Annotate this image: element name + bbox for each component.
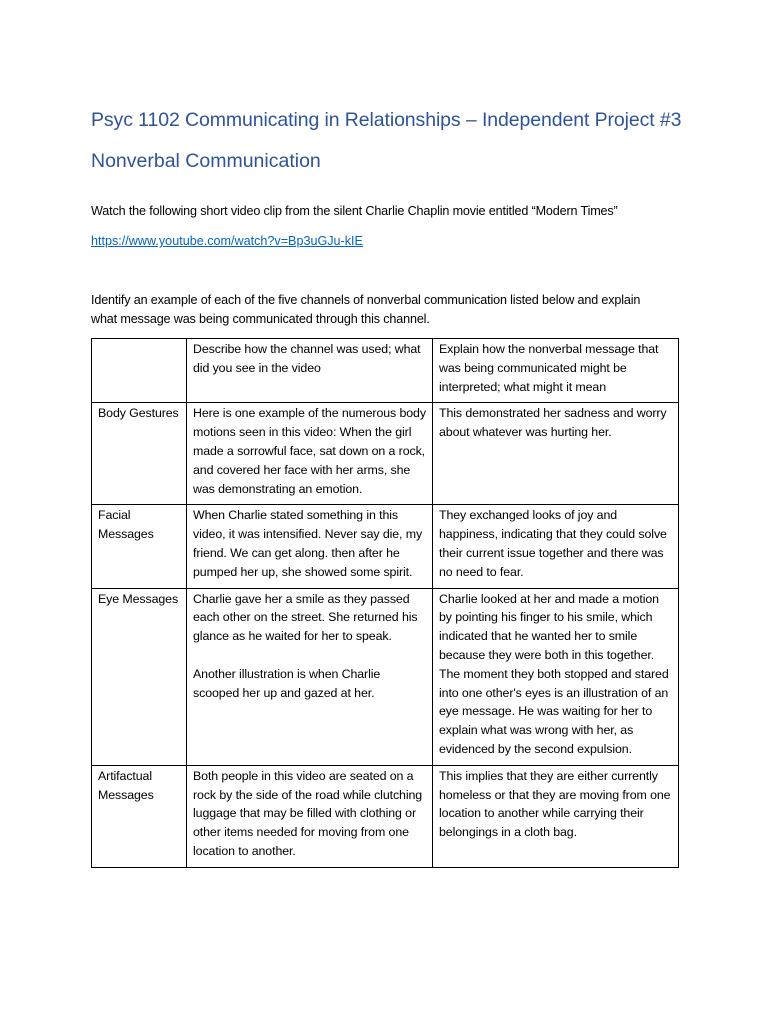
channel-cell: Facial Messages bbox=[92, 505, 187, 588]
instruction-text: Watch the following short video clip from the silent Charlie Chaplin movie entitled “Modern Times” bbox=[91, 204, 618, 218]
header-cell-interpretation: Explain how the nonverbal message that was being communicated might be interpreted; what might it mean bbox=[433, 339, 679, 403]
description-cell: Here is one example of the numerous body motions seen in this video: When the girl made a sorrowful face, sat down on a rock, and covered her face with her arms, she was demonstrating an emotion. bbox=[187, 403, 433, 505]
table-row bbox=[92, 765, 679, 867]
channels-table bbox=[91, 338, 679, 868]
description-cell: Both people in this video are seated on a rock by the side of the road while clutching luggage that may be filled with clothing or other items needed for moving from one location to another. bbox=[187, 765, 433, 867]
description-cell: When Charlie stated something in this video, it was intensified. Never say die, my friend. We can get along. then after he pumped her up, she showed some spirit. bbox=[187, 505, 433, 588]
table-row bbox=[92, 505, 679, 588]
channel-cell: Body Gestures bbox=[92, 403, 187, 505]
prompt-line-2: what message was being communicated through this channel. bbox=[91, 311, 430, 326]
page-subtitle: Nonverbal Communication bbox=[91, 150, 321, 172]
table-row bbox=[92, 588, 679, 765]
video-link[interactable]: https://www.youtube.com/watch?v=Bp3uGJu-kIE bbox=[91, 234, 363, 248]
table-row bbox=[92, 403, 679, 505]
channel-cell: Eye Messages bbox=[92, 588, 187, 765]
prompt-text bbox=[91, 291, 691, 328]
header-cell-description: Describe how the channel was used; what did you see in the video bbox=[187, 339, 433, 403]
interpretation-cell: They exchanged looks of joy and happiness, indicating that they could solve their current issue together and there was no need to fear. bbox=[433, 505, 679, 588]
table-header-row bbox=[92, 339, 679, 403]
interpretation-cell: This implies that they are either currently homeless or that they are moving from one location to another while carrying their belongings in a cloth bag. bbox=[433, 765, 679, 867]
paragraph-spacer bbox=[193, 646, 426, 665]
header-cell-channel bbox=[92, 339, 187, 403]
prompt-line-1: Identify an example of each of the five channels of nonverbal communication listed below and explain bbox=[91, 293, 641, 307]
interpretation-cell: Charlie looked at her and made a motion by pointing his finger to his smile, which indicated that he wanted her to smile because they were both in this together. The moment they both stopped and stared into one other's eyes is an illustration of an eye message. He was waiting for her to explain what was wrong with her, as evidenced by the second expulsion. bbox=[433, 588, 679, 765]
description-paragraph: Charlie gave her a smile as they passed each other on the street. She returned his glance as he waited for her to speak. bbox=[193, 591, 418, 644]
channel-cell: Artifactual Messages bbox=[92, 765, 187, 867]
page-title: Psyc 1102 Communicating in Relationships – Independent Project #3 bbox=[91, 109, 682, 131]
interpretation-cell: This demonstrated her sadness and worry about whatever was hurting her. bbox=[433, 403, 679, 505]
description-paragraph-extra: Another illustration is when Charlie scooped her up and gazed at her. bbox=[193, 666, 381, 700]
description-cell bbox=[187, 588, 433, 765]
